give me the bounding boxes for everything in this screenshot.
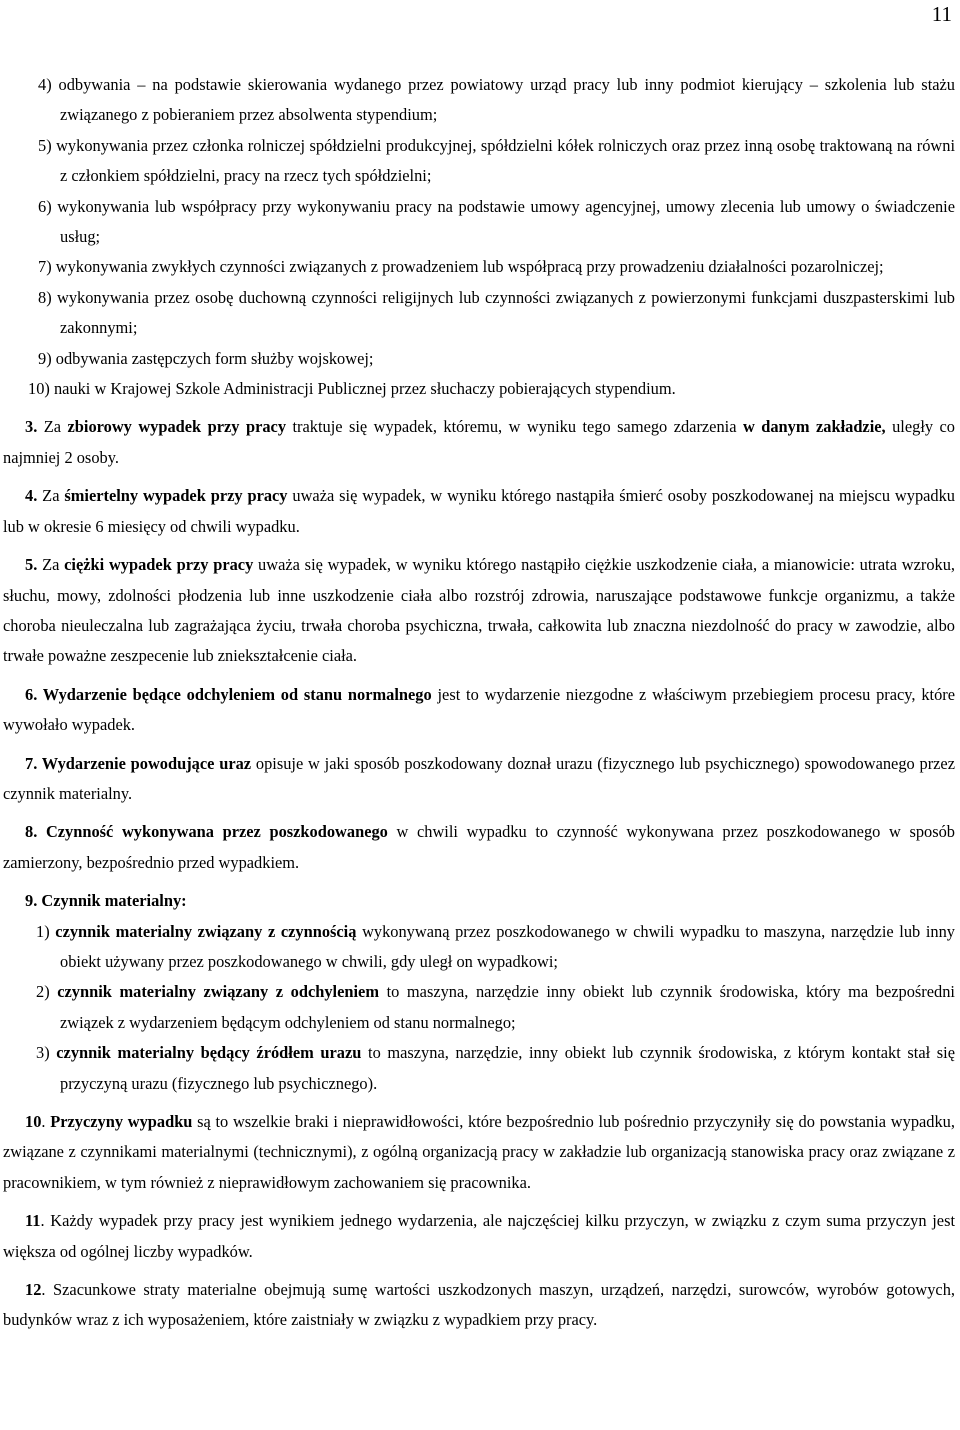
term: zbiorowy wypadek przy pracy bbox=[67, 417, 287, 437]
paragraph-number: 4. bbox=[25, 486, 38, 506]
list-item: 7) wykonywania zwykłych czynności związanych z prowadzeniem lub współpracą przy prowadzeniu działalności pozarolniczej; bbox=[38, 257, 884, 277]
paragraph-11: 11. Każdy wypadek przy pracy jest wynikiem jednego wydarzenia, ale najczęściej kilku przyczyn, w związku z czym suma przyczyn jest większa od ogólnej liczby wypadków. bbox=[3, 1211, 955, 1261]
paragraph-3: 3. Za zbiorowy wypadek przy pracy traktuje się wypadek, któremu, w wyniku tego samego zdarzenia w danym zakładzie, uległy co najmniej 2 osoby. bbox=[3, 417, 956, 467]
term: czynnik materialny będący źródłem urazu bbox=[56, 1043, 362, 1063]
list-item: 4) odbywania – na podstawie skierowania wydanego przez powiatowy urząd pracy lub inny podmiot kierujący – szkolenia lub stażu związanego z pobieraniem przez absolwenta stypendium; bbox=[38, 75, 955, 125]
list-item: 9) odbywania zastępczych form służby wojskowej; bbox=[38, 348, 374, 368]
list-item: 1) czynnik materialny związany z czynnością wykonywaną przez poszkodowanego w chwili wypadku to maszyna, narzędzie lub inny obiekt używany przez poszkodowanego w chwili, gdy uległ on wypadkowi; bbox=[36, 921, 955, 971]
document-body bbox=[3, 70, 955, 1336]
term: Przyczyny wypadku bbox=[50, 1112, 193, 1131]
paragraph-number: 5. bbox=[25, 555, 38, 575]
list-item: 2) czynnik materialny związany z odchyleniem to maszyna, narzędzie inny obiekt lub czynnik środowiska, który ma bezpośredni związek z wydarzeniem będącym odchyleniem od stanu normalnego; bbox=[36, 982, 955, 1032]
paragraph-number: 10 bbox=[25, 1112, 42, 1131]
paragraph-10: 10. Przyczyny wypadku są to wszelkie braki i nieprawidłowości, które bezpośrednio lub pośrednio przyczyniły się do powstania wypadku, związane z czynnikami materialnymi (technicznymi), z ogólną organizacją pracy w zakładzie lub organizacją stanowiska pracy oraz związane z pracownikiem, w tym również z nieprawidłowym zachowaniem się pracownika. bbox=[3, 1112, 955, 1192]
paragraph-5: 5. Za ciężki wypadek przy pracy uważa się wypadek, w wyniku którego nastąpiło ciężkie uszkodzenie ciała, a mianowicie: utrata wzroku, słuchu, mowy, zdolności płodzenia lub inne uszkodzenie ciała albo rozstrój zdrowia, naruszające podstawowe funkcje organizmu, a także choroba nieuleczalna lub zagrażająca życiu, trwała choroba psychiczna, trwała, całkowita lub znaczna niezdolność do pracy w zawodzie, albo trwałe poważne zeszpecenie lub zniekształcenie ciała. bbox=[3, 555, 956, 666]
paragraph-9 bbox=[3, 878, 955, 916]
term: 8. Czynność wykonywana przez poszkodowanego bbox=[25, 822, 388, 842]
list-item: 10) nauki w Krajowej Szkole Administracji Publicznej przez słuchaczy pobierających stypendium. bbox=[28, 379, 676, 399]
paragraph-12: 12. Szacunkowe straty materialne obejmują sumę wartości uszkodzonych maszyn, urządzeń, narzędzi, surowców, wyrobów gotowych, budynków wraz z ich wyposażeniem, które zaistniały w związku z wypadkiem przy pracy. bbox=[3, 1280, 955, 1330]
list-item: 6) wykonywania lub współpracy przy wykonywaniu pracy na podstawie umowy agencyjnej, umowy zlecenia lub umowy o świadczenie usług; bbox=[38, 196, 955, 247]
term: 9. Czynnik materialny: bbox=[25, 891, 187, 911]
term: ciężki wypadek przy pracy bbox=[64, 555, 254, 575]
term: czynnik materialny związany z odchyleniem bbox=[57, 982, 379, 1002]
paragraph-7: 7. Wydarzenie powodujące uraz opisuje w jaki sposób poszkodowany doznał urazu (fizycznego lub psychicznego) spowodowanego przez czynnik materialny. bbox=[3, 753, 955, 803]
term: w danym zakładzie, bbox=[742, 417, 886, 437]
paragraph-6: 6. Wydarzenie będące odchyleniem od stanu normalnego jest to wydarzenie niezgodne z właściwym przebiegiem procesu pracy, które wywołało wypadek. bbox=[3, 684, 955, 735]
paragraph-8: 8. Czynność wykonywana przez poszkodowanego w chwili wypadku to czynność wykonywana przez poszkodowanego w sposób zamierzony, bezpośrednio przed wypadkiem. bbox=[3, 822, 955, 872]
list-item: 8) wykonywania przez osobę duchowną czynności religijnych lub czynności związanych z powierzonymi funkcjami duszpasterskimi lub zakonnymi; bbox=[38, 287, 955, 338]
paragraph-number: 3. bbox=[25, 417, 38, 437]
page-number: 11 bbox=[931, 2, 952, 26]
term: śmiertelny wypadek przy pracy bbox=[64, 486, 288, 506]
list-item: 3) czynnik materialny będący źródłem urazu to maszyna, narzędzie, inny obiekt lub czynnik środowiska, z którym kontakt stał się przyczyną urazu (fizycznego lub psychicznego). bbox=[36, 1043, 955, 1093]
term: 6. Wydarzenie będące odchyleniem od stanu normalnego bbox=[25, 684, 432, 704]
term: czynnik materialny związany z czynnością bbox=[55, 921, 357, 941]
paragraph-4: 4. Za śmiertelny wypadek przy pracy uważa się wypadek, w wyniku którego nastąpiła śmierć osoby poszkodowanej na miejscu wypadku lub w okresie 6 miesięcy od chwili wypadku. bbox=[3, 486, 955, 536]
list-item: 5) wykonywania przez członka rolniczej spółdzielni produkcyjnej, spółdzielni kółek rolniczych oraz przez inną osobę traktowaną na równi z członkiem spółdzielni, pracy na rzecz tych spółdzielni; bbox=[38, 135, 955, 186]
paragraph-number: 12 bbox=[25, 1280, 42, 1300]
paragraph-number: 11 bbox=[25, 1211, 41, 1231]
term: 7. Wydarzenie powodujące uraz bbox=[25, 753, 252, 773]
